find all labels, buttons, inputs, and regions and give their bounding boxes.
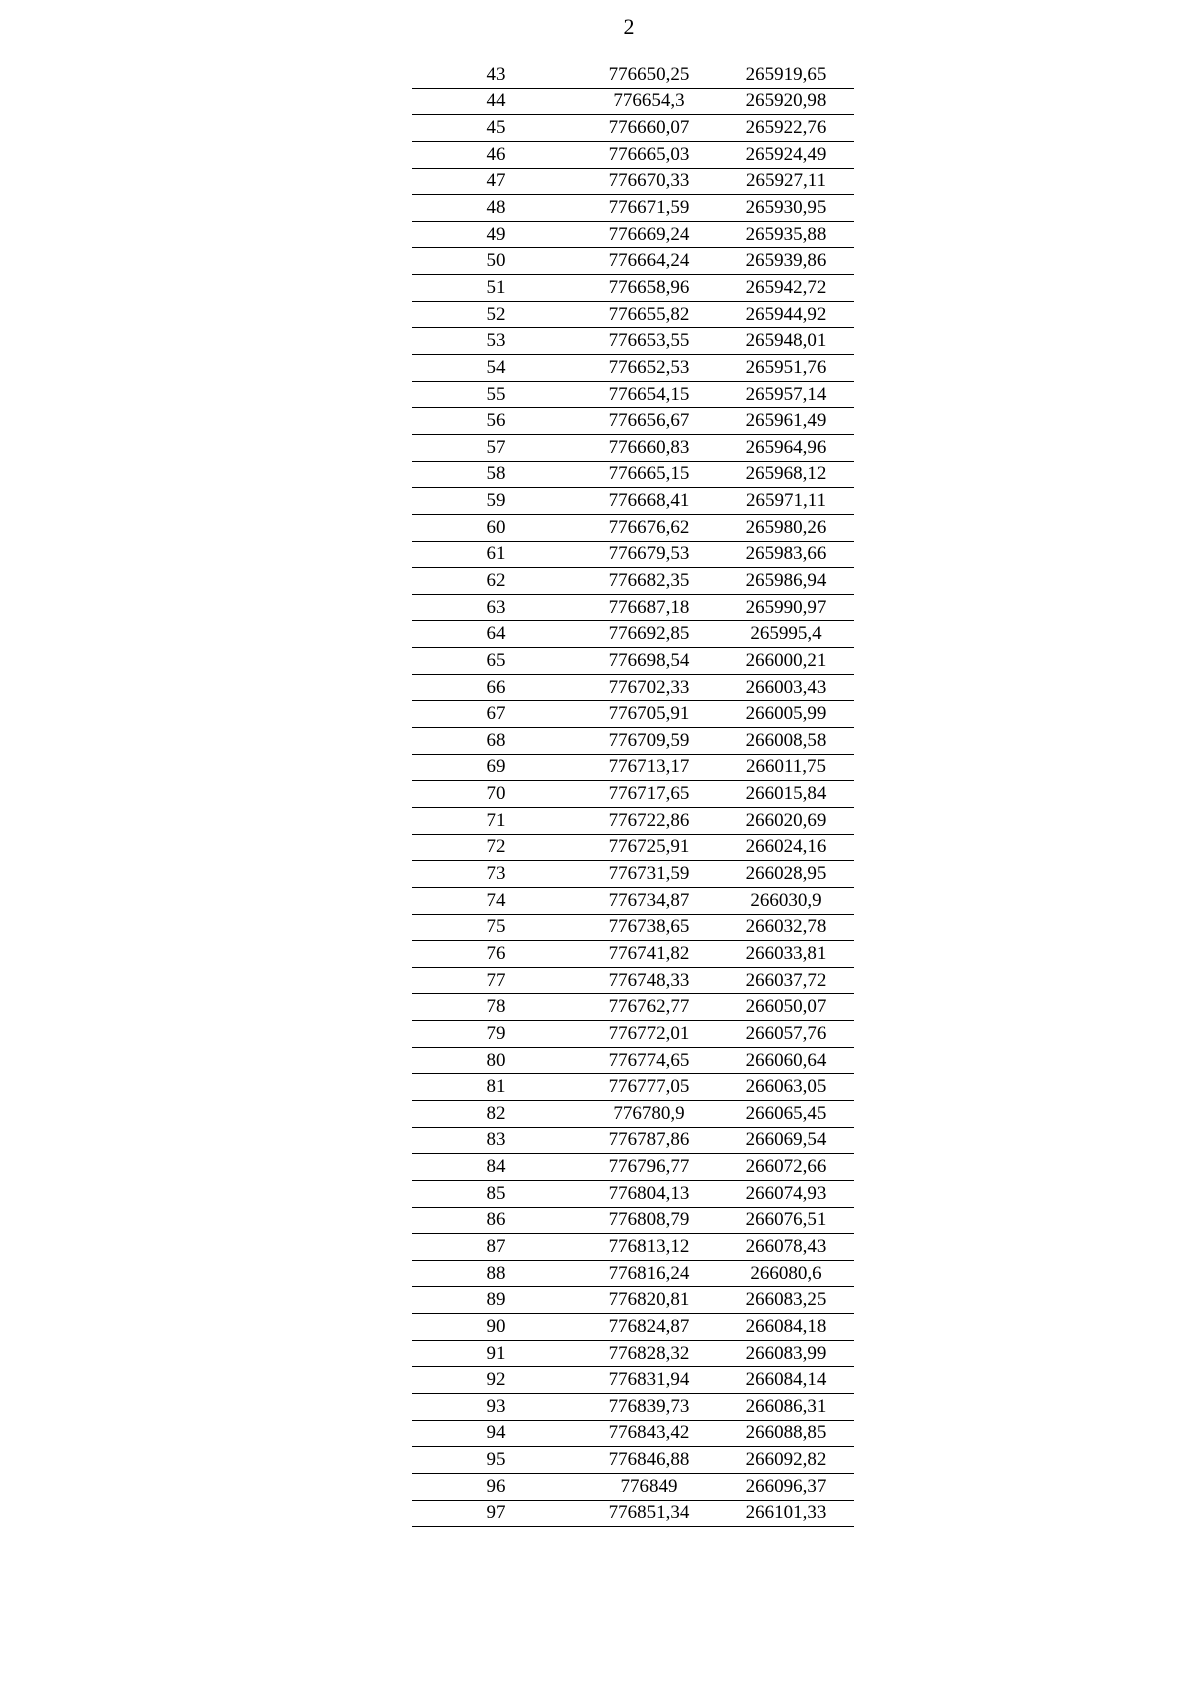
point-number-cell: 88	[486, 1262, 506, 1284]
table-row	[412, 142, 854, 169]
y-coordinate-cell: 266083,25	[745, 1289, 827, 1311]
table-row	[412, 1367, 854, 1394]
table-row	[412, 62, 854, 89]
point-number-cell: 85	[486, 1182, 506, 1204]
point-number-cell: 73	[486, 863, 506, 885]
table-row	[412, 115, 854, 142]
y-coordinate-cell: 265935,88	[745, 223, 827, 245]
table-row	[412, 1181, 854, 1208]
table-row	[412, 542, 854, 569]
point-number-cell: 64	[486, 623, 506, 645]
y-coordinate-cell: 266065,45	[745, 1102, 827, 1124]
point-number-cell: 78	[486, 996, 506, 1018]
point-number-cell: 95	[486, 1449, 506, 1471]
point-number-cell: 87	[486, 1236, 506, 1257]
y-coordinate-cell: 266037,72	[745, 969, 827, 991]
x-coordinate-cell: 776738,65	[608, 916, 690, 938]
y-coordinate-cell: 266084,18	[745, 1315, 827, 1337]
table-row	[412, 1021, 854, 1048]
x-coordinate-cell: 776660,07	[608, 117, 690, 139]
point-number-cell: 60	[486, 516, 506, 538]
table-row	[412, 1474, 854, 1501]
table-row	[412, 808, 854, 835]
table-row	[412, 355, 854, 382]
point-number-cell: 48	[486, 197, 506, 219]
x-coordinate-cell: 776762,77	[608, 996, 690, 1018]
point-number-cell: 68	[486, 729, 506, 751]
y-coordinate-cell: 265964,96	[745, 436, 827, 458]
y-coordinate-cell: 266078,43	[745, 1236, 827, 1257]
table-row	[412, 435, 854, 462]
point-number-cell: 94	[486, 1422, 506, 1444]
y-coordinate-cell: 266076,51	[745, 1209, 827, 1231]
y-coordinate-cell: 266088,85	[745, 1422, 827, 1444]
point-number-cell: 92	[486, 1369, 506, 1391]
x-coordinate-cell: 776658,96	[608, 276, 690, 298]
x-coordinate-cell: 776780,9	[613, 1102, 685, 1124]
table-row	[412, 1261, 854, 1288]
x-coordinate-cell: 776846,88	[608, 1449, 690, 1471]
y-coordinate-cell: 266003,43	[745, 676, 827, 698]
table-row	[412, 835, 854, 862]
y-coordinate-cell: 265957,14	[745, 383, 827, 405]
x-coordinate-cell: 776725,91	[608, 836, 690, 858]
x-coordinate-cell: 776816,24	[608, 1262, 690, 1284]
point-number-cell: 45	[486, 117, 506, 139]
table-row	[412, 169, 854, 196]
y-coordinate-cell: 265983,66	[745, 543, 827, 565]
x-coordinate-cell: 776679,53	[608, 543, 690, 565]
point-number-cell: 53	[486, 330, 506, 352]
table-row	[412, 1314, 854, 1341]
x-coordinate-cell: 776851,34	[608, 1502, 690, 1524]
x-coordinate-cell: 776808,79	[608, 1209, 690, 1231]
y-coordinate-cell: 266072,66	[745, 1156, 827, 1178]
table-row	[412, 621, 854, 648]
x-coordinate-cell: 776843,42	[608, 1422, 690, 1444]
table-row	[412, 1128, 854, 1155]
x-coordinate-cell: 776676,62	[608, 516, 690, 538]
point-number-cell: 47	[486, 170, 506, 192]
x-coordinate-cell: 776698,54	[608, 649, 690, 671]
y-coordinate-cell: 266069,54	[745, 1129, 827, 1151]
y-coordinate-cell: 265961,49	[745, 410, 827, 432]
x-coordinate-cell: 776787,86	[608, 1129, 690, 1151]
x-coordinate-cell: 776734,87	[608, 889, 690, 911]
table-row	[412, 781, 854, 808]
table-row	[412, 968, 854, 995]
x-coordinate-cell: 776653,55	[608, 330, 690, 352]
point-number-cell: 71	[486, 809, 506, 831]
x-coordinate-cell: 776664,24	[608, 250, 690, 272]
table-row	[412, 1447, 854, 1474]
x-coordinate-cell: 776682,35	[608, 569, 690, 591]
table-row	[412, 648, 854, 675]
point-number-cell: 59	[486, 490, 506, 512]
x-coordinate-cell: 776824,87	[608, 1315, 690, 1337]
table-row	[412, 994, 854, 1021]
y-coordinate-cell: 266008,58	[745, 729, 827, 751]
point-number-cell: 63	[486, 596, 506, 618]
point-number-cell: 58	[486, 463, 506, 485]
table-row	[412, 1154, 854, 1181]
table-row	[412, 595, 854, 622]
x-coordinate-cell: 776828,32	[608, 1342, 690, 1364]
x-coordinate-cell: 776741,82	[608, 942, 690, 964]
table-row	[412, 222, 854, 249]
y-coordinate-cell: 265995,4	[750, 623, 822, 645]
table-row	[412, 675, 854, 702]
y-coordinate-cell: 265951,76	[745, 356, 827, 378]
x-coordinate-cell: 776849	[620, 1475, 678, 1497]
point-number-cell: 77	[486, 969, 506, 991]
y-coordinate-cell: 266092,82	[745, 1449, 827, 1471]
table-row	[412, 701, 854, 728]
point-number-cell: 50	[486, 250, 506, 272]
point-number-cell: 97	[486, 1502, 506, 1524]
table-row	[412, 1074, 854, 1101]
x-coordinate-cell: 776655,82	[608, 303, 690, 325]
point-number-cell: 62	[486, 569, 506, 591]
table-row	[412, 1101, 854, 1128]
table-row	[412, 1501, 854, 1528]
point-number-cell: 91	[486, 1342, 506, 1364]
x-coordinate-cell: 776774,65	[608, 1049, 690, 1071]
table-row	[412, 728, 854, 755]
x-coordinate-cell: 776668,41	[608, 490, 690, 512]
point-number-cell: 55	[486, 383, 506, 405]
y-coordinate-cell: 266074,93	[745, 1182, 827, 1204]
y-coordinate-cell: 266032,78	[745, 916, 827, 938]
y-coordinate-cell: 266011,75	[745, 756, 827, 778]
y-coordinate-cell: 265968,12	[745, 463, 827, 485]
table-row	[412, 89, 854, 116]
x-coordinate-cell: 776717,65	[608, 783, 690, 805]
y-coordinate-cell: 265919,65	[745, 63, 827, 85]
point-number-cell: 61	[486, 543, 506, 565]
point-number-cell: 89	[486, 1289, 506, 1311]
point-number-cell: 74	[486, 889, 506, 911]
x-coordinate-cell: 776748,33	[608, 969, 690, 991]
x-coordinate-cell: 776692,85	[608, 623, 690, 645]
point-number-cell: 51	[486, 276, 506, 298]
table-row	[412, 408, 854, 435]
y-coordinate-cell: 266060,64	[745, 1049, 827, 1071]
y-coordinate-cell: 266024,16	[745, 836, 827, 858]
table-row	[412, 1341, 854, 1368]
table-row	[412, 195, 854, 222]
y-coordinate-cell: 265986,94	[745, 569, 827, 591]
point-number-cell: 72	[486, 836, 506, 858]
table-row	[412, 1421, 854, 1448]
point-number-cell: 93	[486, 1395, 506, 1417]
x-coordinate-cell: 776654,15	[608, 383, 690, 405]
x-coordinate-cell: 776705,91	[608, 703, 690, 725]
x-coordinate-cell: 776670,33	[608, 170, 690, 192]
y-coordinate-cell: 265990,97	[745, 596, 827, 618]
y-coordinate-cell: 266020,69	[745, 809, 827, 831]
point-number-cell: 46	[486, 143, 506, 165]
page-number: 2	[623, 14, 635, 39]
table-row	[412, 1048, 854, 1075]
table-row	[412, 568, 854, 595]
x-coordinate-cell: 776731,59	[608, 863, 690, 885]
y-coordinate-cell: 266057,76	[745, 1022, 827, 1044]
table-row	[412, 248, 854, 275]
y-coordinate-cell: 265980,26	[745, 516, 827, 538]
point-number-cell: 52	[486, 303, 506, 325]
y-coordinate-cell: 266050,07	[745, 996, 827, 1018]
x-coordinate-cell: 776820,81	[608, 1289, 690, 1311]
point-number-cell: 54	[486, 356, 506, 378]
point-number-cell: 76	[486, 942, 506, 964]
y-coordinate-cell: 265939,86	[745, 250, 827, 272]
table-row	[412, 755, 854, 782]
x-coordinate-cell: 776665,03	[608, 143, 690, 165]
y-coordinate-cell: 266101,33	[745, 1502, 827, 1524]
y-coordinate-cell: 265944,92	[745, 303, 827, 325]
x-coordinate-cell: 776656,67	[608, 410, 690, 432]
x-coordinate-cell: 776669,24	[608, 223, 690, 245]
point-number-cell: 81	[486, 1076, 506, 1098]
table-row	[412, 515, 854, 542]
y-coordinate-cell: 265922,76	[745, 117, 827, 139]
x-coordinate-cell: 776777,05	[608, 1076, 690, 1098]
y-coordinate-cell: 266033,81	[745, 942, 827, 964]
point-number-cell: 44	[486, 90, 506, 112]
point-number-cell: 69	[486, 756, 506, 778]
x-coordinate-cell: 776804,13	[608, 1182, 690, 1204]
point-number-cell: 57	[486, 436, 506, 458]
y-coordinate-cell: 265948,01	[745, 330, 827, 352]
point-number-cell: 80	[486, 1049, 506, 1071]
y-coordinate-cell: 265920,98	[745, 90, 827, 112]
x-coordinate-cell: 776654,3	[613, 90, 685, 112]
y-coordinate-cell: 266015,84	[745, 783, 827, 805]
point-number-cell: 82	[486, 1102, 506, 1124]
point-number-cell: 43	[486, 63, 506, 85]
y-coordinate-cell: 266083,99	[745, 1342, 827, 1364]
point-number-cell: 90	[486, 1315, 506, 1337]
point-number-cell: 49	[486, 223, 506, 245]
table-row	[412, 1208, 854, 1235]
y-coordinate-cell: 266096,37	[745, 1475, 827, 1497]
table-row	[412, 382, 854, 409]
x-coordinate-cell: 776660,83	[608, 436, 690, 458]
point-number-cell: 84	[486, 1156, 506, 1178]
table-row	[412, 915, 854, 942]
x-coordinate-cell: 776813,12	[608, 1236, 690, 1257]
table-row	[412, 888, 854, 915]
table-row	[412, 1394, 854, 1421]
y-coordinate-cell: 266028,95	[745, 863, 827, 885]
table-row	[412, 302, 854, 329]
y-coordinate-cell: 266030,9	[750, 889, 822, 911]
table-row	[412, 1234, 854, 1261]
x-coordinate-cell: 776665,15	[608, 463, 690, 485]
point-number-cell: 56	[486, 410, 506, 432]
x-coordinate-cell: 776709,59	[608, 729, 690, 751]
table-row	[412, 488, 854, 515]
x-coordinate-cell: 776796,77	[608, 1156, 690, 1178]
table-row	[412, 462, 854, 489]
x-coordinate-cell: 776702,33	[608, 676, 690, 698]
point-number-cell: 65	[486, 649, 506, 671]
table-row	[412, 941, 854, 968]
x-coordinate-cell: 776722,86	[608, 809, 690, 831]
y-coordinate-cell: 266005,99	[745, 703, 827, 725]
table-row	[412, 275, 854, 302]
y-coordinate-cell: 266086,31	[745, 1395, 827, 1417]
coordinates-table	[412, 62, 854, 1527]
y-coordinate-cell: 266080,6	[750, 1262, 822, 1284]
x-coordinate-cell: 776713,17	[608, 756, 690, 778]
x-coordinate-cell: 776772,01	[608, 1022, 690, 1044]
point-number-cell: 96	[486, 1475, 506, 1497]
point-number-cell: 67	[486, 703, 506, 725]
table-row	[412, 1287, 854, 1314]
point-number-cell: 79	[486, 1022, 506, 1044]
x-coordinate-cell: 776839,73	[608, 1395, 690, 1417]
y-coordinate-cell: 265971,11	[745, 490, 827, 512]
y-coordinate-cell: 266084,14	[745, 1369, 827, 1391]
y-coordinate-cell: 265927,11	[745, 170, 827, 192]
x-coordinate-cell: 776650,25	[608, 63, 690, 85]
point-number-cell: 70	[486, 783, 506, 805]
y-coordinate-cell: 265942,72	[745, 276, 827, 298]
y-coordinate-cell: 265924,49	[745, 143, 827, 165]
point-number-cell: 66	[486, 676, 506, 698]
table-row	[412, 328, 854, 355]
x-coordinate-cell: 776831,94	[608, 1369, 690, 1391]
x-coordinate-cell: 776687,18	[608, 596, 690, 618]
table-row	[412, 861, 854, 888]
y-coordinate-cell: 265930,95	[745, 197, 827, 219]
y-coordinate-cell: 266063,05	[745, 1076, 827, 1098]
x-coordinate-cell: 776671,59	[608, 197, 690, 219]
point-number-cell: 75	[486, 916, 506, 938]
point-number-cell: 86	[486, 1209, 506, 1231]
point-number-cell: 83	[486, 1129, 506, 1151]
y-coordinate-cell: 266000,21	[745, 649, 827, 671]
x-coordinate-cell: 776652,53	[608, 356, 690, 378]
